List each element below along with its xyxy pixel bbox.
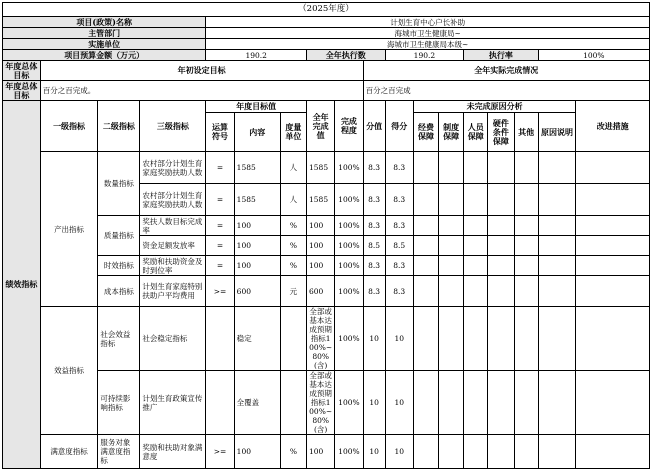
row-5-name: 计划生育家庭特别扶助户平均费用 — [140, 276, 206, 307]
row-5-empty-4 — [488, 276, 514, 307]
row-0-empty-1 — [413, 152, 438, 184]
row-6-degree: 100% — [335, 307, 363, 371]
row-1-empty-2 — [439, 184, 464, 216]
reason-hardware: 硬件条件保障 — [488, 113, 514, 152]
row-5-empty-7 — [576, 276, 650, 307]
row-1-full: 1585 — [307, 184, 335, 216]
reason-explain: 原因说明 — [538, 113, 576, 152]
row-8-empty-5 — [514, 435, 538, 469]
row-2-content: 100 — [234, 216, 280, 236]
degree-header: 完成程度 — [335, 101, 363, 152]
row-1-empty-3 — [464, 184, 488, 216]
row-0-empty-4 — [488, 152, 514, 184]
row-0-name: 农村部分计划生育家庭奖励扶助人数 — [140, 152, 206, 184]
row-7-name: 计划生育政策宣传推广 — [140, 371, 206, 435]
target-value-header: 年度目标值 — [206, 101, 307, 113]
exec-rate-value: 100% — [538, 50, 649, 61]
row-6-name: 社会稳定指标 — [140, 307, 206, 371]
row-8-empty-7 — [576, 435, 650, 469]
row-2-empty-6 — [538, 216, 576, 236]
project-name-value: 计划生育中心户长补助 — [206, 17, 650, 28]
row-1-empty-1 — [413, 184, 438, 216]
row-4-empty-2 — [439, 256, 464, 276]
row-1-score: 8.3 — [385, 184, 413, 216]
row-2-unit: % — [280, 216, 306, 236]
row-3-name: 资金足额发放率 — [140, 236, 206, 256]
unit-header: 度量单位 — [280, 113, 306, 152]
row-2-degree: 100% — [335, 216, 363, 236]
row-0-empty-7 — [576, 152, 650, 184]
row-4-degree: 100% — [335, 256, 363, 276]
row-0-score: 8.3 — [385, 152, 413, 184]
row-7-empty-4 — [488, 371, 514, 435]
row-5-degree: 100% — [335, 276, 363, 307]
row-4-value: 8.3 — [363, 256, 385, 276]
row-4-empty-3 — [464, 256, 488, 276]
row-2-empty-3 — [464, 216, 488, 236]
row-7-value: 10 — [363, 371, 385, 435]
performance-table — [2, 2, 650, 469]
group-sustain: 可持续影响指标 — [98, 371, 140, 435]
row-8-value: 10 — [363, 435, 385, 469]
row-2-score: 8.3 — [385, 216, 413, 236]
row-5-empty-1 — [413, 276, 438, 307]
row-7-full: 全部或基本达成预期指标100%~80%(含) — [307, 371, 335, 435]
row-6-value: 10 — [363, 307, 385, 371]
score-header: 得分 — [385, 101, 413, 152]
row-5-empty-6 — [538, 276, 576, 307]
op-header: 运算符号 — [206, 113, 234, 152]
lvl3-header: 三级指标 — [140, 101, 206, 152]
row-2-empty-5 — [514, 216, 538, 236]
row-5-op: >= — [206, 276, 234, 307]
impl-unit-value: 海城市卫生健康局本级~ — [206, 39, 650, 50]
row-0-value: 8.3 — [363, 152, 385, 184]
lvl1-header: 一级指标 — [40, 101, 98, 152]
row-0-unit: 人 — [280, 152, 306, 184]
row-5-full: 600 — [307, 276, 335, 307]
row-2-empty-2 — [439, 216, 464, 236]
row-3-empty-1 — [413, 236, 438, 256]
row-7-empty-2 — [439, 371, 464, 435]
row-4-unit: % — [280, 256, 306, 276]
row-8-content: 100 — [234, 435, 280, 469]
row-6-unit — [280, 307, 306, 371]
row-4-op: = — [206, 256, 234, 276]
row-7-unit — [280, 371, 306, 435]
overall-goal-label: 年度总体目标 — [3, 61, 41, 81]
group-social: 社会效益指标 — [98, 307, 140, 371]
row-5-empty-5 — [514, 276, 538, 307]
budget-label: 项目预算金额（万元） — [3, 50, 206, 61]
row-4-content: 100 — [234, 256, 280, 276]
row-7-empty-3 — [464, 371, 488, 435]
row-3-empty-6 — [538, 236, 576, 256]
row-3-full: 100 — [307, 236, 335, 256]
row-6-empty-4 — [488, 307, 514, 371]
group-benefit: 效益指标 — [40, 307, 98, 435]
row-0-op: = — [206, 152, 234, 184]
reason-other: 其他 — [514, 113, 538, 152]
row-2-empty-7 — [576, 216, 650, 236]
row-2-value: 8.3 — [363, 216, 385, 236]
reason-staff: 人员保障 — [464, 113, 488, 152]
perf-indicator-label: 绩效指标 — [3, 101, 41, 469]
row-6-empty-5 — [514, 307, 538, 371]
row-7-empty-6 — [538, 371, 576, 435]
row-7-empty-5 — [514, 371, 538, 435]
row-8-empty-6 — [538, 435, 576, 469]
row-8-empty-1 — [413, 435, 438, 469]
row-5-score: 8.3 — [385, 276, 413, 307]
lvl2-header: 二级指标 — [98, 101, 140, 152]
group-satisfaction: 满意度指标 — [40, 435, 98, 469]
row-3-empty-4 — [488, 236, 514, 256]
initial-goal-label: 年初设定目标 — [40, 61, 363, 81]
actual-text: 百分之百完成 — [363, 81, 649, 101]
row-3-unit: % — [280, 236, 306, 256]
row-0-content: 1585 — [234, 152, 280, 184]
row-6-empty-3 — [464, 307, 488, 371]
row-8-empty-2 — [439, 435, 464, 469]
row-2-empty-1 — [413, 216, 438, 236]
row-7-empty-7 — [576, 371, 650, 435]
row-3-empty-7 — [576, 236, 650, 256]
row-1-value: 8.3 — [363, 184, 385, 216]
full-year-header: 全年完成值 — [307, 101, 335, 152]
group-output: 产出指标 — [40, 152, 98, 307]
row-3-value: 8.5 — [363, 236, 385, 256]
group-cost: 成本指标 — [98, 276, 140, 307]
row-0-empty-2 — [439, 152, 464, 184]
initial-goal-text: 百分之百完成。 — [40, 81, 363, 101]
row-8-empty-4 — [488, 435, 514, 469]
annual-exec-value: 190.2 — [385, 50, 464, 61]
row-6-full: 全部或基本达成预期指标100%~80%(含) — [307, 307, 335, 371]
row-7-content: 全覆盖 — [234, 371, 280, 435]
row-1-empty-4 — [488, 184, 514, 216]
exec-rate-label: 执行率 — [464, 50, 538, 61]
row-5-empty-2 — [439, 276, 464, 307]
row-1-op: = — [206, 184, 234, 216]
row-1-empty-5 — [514, 184, 538, 216]
score-val-header: 分值 — [363, 101, 385, 152]
row-6-content: 稳定 — [234, 307, 280, 371]
row-3-empty-5 — [514, 236, 538, 256]
project-name-label: 项目(政策)名称 — [3, 17, 206, 28]
row-2-empty-4 — [488, 216, 514, 236]
budget-value: 190.2 — [206, 50, 307, 61]
row-6-empty-2 — [439, 307, 464, 371]
row-3-op: = — [206, 236, 234, 256]
row-4-score: 8.3 — [385, 256, 413, 276]
row-4-empty-1 — [413, 256, 438, 276]
row-2-op: = — [206, 216, 234, 236]
row-4-empty-7 — [576, 256, 650, 276]
row-0-empty-6 — [538, 152, 576, 184]
row-8-score: 10 — [385, 435, 413, 469]
group-quality: 质量指标 — [98, 216, 140, 256]
row-8-full: 100 — [307, 435, 335, 469]
row-7-score: 10 — [385, 371, 413, 435]
row-8-op: >= — [206, 435, 234, 469]
group-quantity: 数量指标 — [98, 152, 140, 216]
dept-value: 海城市卫生健康局~ — [206, 28, 650, 39]
dept-label: 主管部门 — [3, 28, 206, 39]
row-6-op — [206, 307, 234, 371]
group-timeliness: 时效指标 — [98, 256, 140, 276]
row-6-empty-6 — [538, 307, 576, 371]
row-5-value: 8.3 — [363, 276, 385, 307]
row-5-unit: 元 — [280, 276, 306, 307]
row-1-empty-6 — [538, 184, 576, 216]
row-1-degree: 100% — [335, 184, 363, 216]
row-7-op — [206, 371, 234, 435]
row-7-degree: 100% — [335, 371, 363, 435]
row-4-empty-5 — [514, 256, 538, 276]
row-8-empty-3 — [464, 435, 488, 469]
row-3-degree: 100% — [335, 236, 363, 256]
row-1-name: 农村部分计划生育家庭奖励扶助人数 — [140, 184, 206, 216]
actual-label: 全年实际完成情况 — [363, 61, 649, 81]
row-0-full: 1585 — [307, 152, 335, 184]
impl-unit-label: 实施单位 — [3, 39, 206, 50]
row-6-empty-1 — [413, 307, 438, 371]
row-6-score: 10 — [385, 307, 413, 371]
reason-system: 制度保障 — [439, 113, 464, 152]
row-7-empty-1 — [413, 371, 438, 435]
row-5-content: 600 — [234, 276, 280, 307]
row-2-name: 奖扶人数目标完成率 — [140, 216, 206, 236]
row-0-degree: 100% — [335, 152, 363, 184]
row-2-full: 100 — [307, 216, 335, 236]
row-4-full: 100 — [307, 256, 335, 276]
group-svc-sat: 服务对象满意度指标 — [98, 435, 140, 469]
row-6-empty-7 — [576, 307, 650, 371]
reason-header: 未完成原因分析 — [413, 101, 575, 113]
row-3-empty-3 — [464, 236, 488, 256]
row-5-empty-3 — [464, 276, 488, 307]
row-0-empty-5 — [514, 152, 538, 184]
row-8-name: 奖励和扶助对象满意度 — [140, 435, 206, 469]
annual-exec-label: 全年执行数 — [307, 50, 386, 61]
row-1-unit: 人 — [280, 184, 306, 216]
row-4-empty-4 — [488, 256, 514, 276]
row-3-content: 100 — [234, 236, 280, 256]
overall-goal-label-2: 年度总体目标 — [3, 81, 41, 101]
improve-header: 改进措施 — [576, 101, 650, 152]
row-3-score: 8.5 — [385, 236, 413, 256]
row-8-degree: 100% — [335, 435, 363, 469]
reason-funding: 经费保障 — [413, 113, 438, 152]
row-1-content: 1585 — [234, 184, 280, 216]
row-1-empty-7 — [576, 184, 650, 216]
row-4-name: 奖励和扶助资金及时到位率 — [140, 256, 206, 276]
row-8-unit: % — [280, 435, 306, 469]
year-title: （2025年度） — [3, 3, 650, 17]
row-4-empty-6 — [538, 256, 576, 276]
row-0-empty-3 — [464, 152, 488, 184]
content-header: 内容 — [234, 113, 280, 152]
row-3-empty-2 — [439, 236, 464, 256]
